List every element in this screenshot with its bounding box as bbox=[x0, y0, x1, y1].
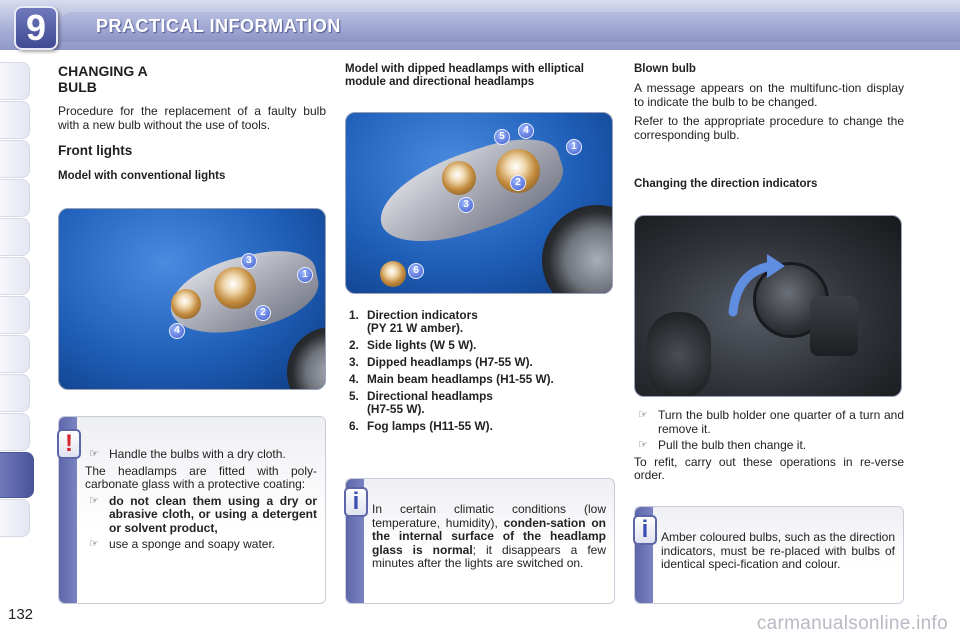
blown-bulb-text: Refer to the appropriate procedure to change the corresponding bulb. bbox=[634, 114, 904, 142]
section-heading-line: BULB bbox=[58, 79, 97, 95]
fog-lamp bbox=[380, 261, 406, 287]
list-number: 1. bbox=[349, 308, 359, 322]
bullet-text: do not clean them using a dry or abrasive cloth, or using a detergent or solvent product, bbox=[109, 493, 317, 535]
list-text: (PY 21 W amber). bbox=[367, 321, 464, 335]
chapter-tab[interactable] bbox=[0, 499, 30, 537]
rotation-arrow-icon bbox=[723, 252, 793, 322]
chapter-title: PRACTICAL INFORMATION bbox=[96, 16, 341, 36]
headlamp-housing bbox=[369, 126, 574, 259]
right-column bbox=[634, 63, 904, 191]
list-number: 3. bbox=[349, 355, 359, 369]
lamp-socket bbox=[647, 312, 711, 397]
chapter-tab[interactable] bbox=[0, 257, 30, 295]
connector-housing bbox=[810, 296, 858, 356]
bulb-list-container bbox=[345, 309, 620, 437]
info-text-bold: conden-sation on the internal surface of the headlamp glass is normal bbox=[372, 515, 606, 557]
callout-marker: 1 bbox=[297, 267, 313, 283]
intro-text: Procedure for the replacement of a faulty bulb with a new bulb without the use of tools. bbox=[58, 104, 326, 132]
list-text: Side lights (W 5 W). bbox=[367, 338, 477, 352]
list-number: 5. bbox=[349, 389, 359, 403]
section-heading bbox=[58, 63, 326, 95]
finger-pointer-icon: ☞ bbox=[89, 538, 99, 550]
chapter-tab[interactable] bbox=[0, 413, 30, 451]
step-bullet bbox=[634, 409, 904, 436]
callout-marker: 6 bbox=[408, 263, 424, 279]
callout-marker: 5 bbox=[494, 129, 510, 145]
info-icon: i bbox=[344, 487, 368, 517]
info-note-amber-bulbs bbox=[634, 506, 904, 604]
blown-bulb-heading: Blown bulb bbox=[634, 63, 696, 75]
list-text: Directional headlamps bbox=[367, 389, 493, 403]
chapter-number-badge: 9 bbox=[14, 6, 58, 50]
page-header bbox=[0, 0, 960, 50]
bullet-text: Handle the bulbs with a dry cloth. bbox=[109, 447, 286, 461]
bullet-text: Pull the bulb then change it. bbox=[658, 438, 807, 452]
list-text: Main beam headlamps (H1-55 W). bbox=[367, 372, 554, 386]
indicator-bulb-holder-photo bbox=[634, 215, 902, 397]
headlamp-reflector bbox=[171, 289, 201, 319]
list-text: Direction indicators bbox=[367, 308, 478, 322]
list-text: (H7-55 W). bbox=[367, 402, 425, 416]
finger-pointer-icon: ☞ bbox=[638, 409, 648, 421]
info-text bbox=[372, 503, 606, 571]
blown-bulb-text: A message appears on the multifunc-tion display to indicate the bulb to be changed. bbox=[634, 81, 904, 109]
chapter-tab[interactable] bbox=[0, 374, 30, 412]
headlamp-reflector bbox=[214, 267, 256, 309]
warning-content bbox=[85, 445, 317, 552]
warning-bullet bbox=[85, 448, 317, 462]
warning-icon: ! bbox=[57, 429, 81, 459]
info-text-part: ; it disappears a few minutes after the lights are switched on. bbox=[372, 542, 606, 570]
list-item bbox=[345, 356, 620, 369]
list-item bbox=[345, 373, 620, 386]
callout-marker: 4 bbox=[518, 123, 534, 139]
chapter-tab[interactable] bbox=[0, 140, 30, 178]
callout-marker: 2 bbox=[255, 305, 271, 321]
chapter-tab-active[interactable] bbox=[0, 452, 34, 498]
conventional-model-label: Model with conventional lights bbox=[58, 170, 226, 182]
chapter-tab[interactable] bbox=[0, 335, 30, 373]
middle-column bbox=[345, 63, 613, 89]
conventional-headlamp-photo bbox=[58, 208, 326, 390]
callout-marker: 4 bbox=[169, 323, 185, 339]
list-text: Fog lamps (H11-55 W). bbox=[367, 419, 493, 433]
bulb-list bbox=[345, 309, 620, 433]
direction-indicators-heading: Changing the direction indicators bbox=[634, 178, 818, 190]
warning-note bbox=[58, 416, 326, 604]
refit-text: To refit, carry out these operations in re-verse order. bbox=[634, 454, 904, 482]
info-text: Amber coloured bulbs, such as the direction indicators, must be re-placed with bulbs of identical speci-fication and colour. bbox=[661, 530, 895, 571]
chapter-tab[interactable] bbox=[0, 296, 30, 334]
finger-pointer-icon: ☞ bbox=[89, 448, 99, 460]
info-icon: i bbox=[633, 515, 657, 545]
direction-indicator-steps bbox=[634, 406, 904, 483]
left-column bbox=[58, 63, 326, 183]
list-item bbox=[345, 339, 620, 352]
list-number: 6. bbox=[349, 419, 359, 433]
wheel bbox=[542, 205, 613, 294]
chapter-tabs bbox=[0, 62, 34, 577]
warning-bullet bbox=[85, 538, 317, 552]
bullet-text: use a sponge and soapy water. bbox=[109, 537, 276, 551]
wheel bbox=[287, 327, 326, 390]
warning-text: The headlamps are fitted with poly-carbonate glass with a protective coating: bbox=[85, 463, 317, 491]
info-text-part: In certain climatic conditions (low temperature, humidity), bbox=[372, 502, 606, 530]
bullet-text: Turn the bulb holder one quarter of a turn and remove it. bbox=[658, 408, 904, 436]
section-heading-line: CHANGING A bbox=[58, 63, 148, 79]
list-item bbox=[345, 309, 620, 335]
headlamp-reflector bbox=[442, 161, 476, 195]
callout-marker: 1 bbox=[566, 139, 582, 155]
step-bullet bbox=[634, 439, 904, 453]
warning-bullet bbox=[85, 495, 317, 536]
list-item bbox=[345, 390, 620, 416]
list-item bbox=[345, 420, 620, 433]
elliptical-headlamp-photo bbox=[345, 112, 613, 294]
callout-marker: 2 bbox=[510, 175, 526, 191]
front-lights-heading: Front lights bbox=[58, 143, 133, 158]
list-text: Dipped headlamps (H7-55 W). bbox=[367, 355, 533, 369]
chapter-tab[interactable] bbox=[0, 179, 30, 217]
finger-pointer-icon: ☞ bbox=[638, 439, 648, 451]
chapter-tab[interactable] bbox=[0, 101, 30, 139]
chapter-tab[interactable] bbox=[0, 218, 30, 256]
callout-marker: 3 bbox=[458, 197, 474, 213]
finger-pointer-icon: ☞ bbox=[89, 494, 99, 507]
callout-marker: 3 bbox=[241, 253, 257, 269]
watermark: carmanualsonline.info bbox=[756, 613, 948, 634]
page-number: 132 bbox=[8, 606, 34, 623]
list-number: 4. bbox=[349, 372, 359, 386]
elliptical-model-label: Model with dipped headlamps with elliptical module and directional headlamps bbox=[345, 63, 584, 88]
info-note-condensation bbox=[345, 478, 615, 604]
chapter-tab[interactable] bbox=[0, 62, 30, 100]
list-number: 2. bbox=[349, 338, 359, 352]
